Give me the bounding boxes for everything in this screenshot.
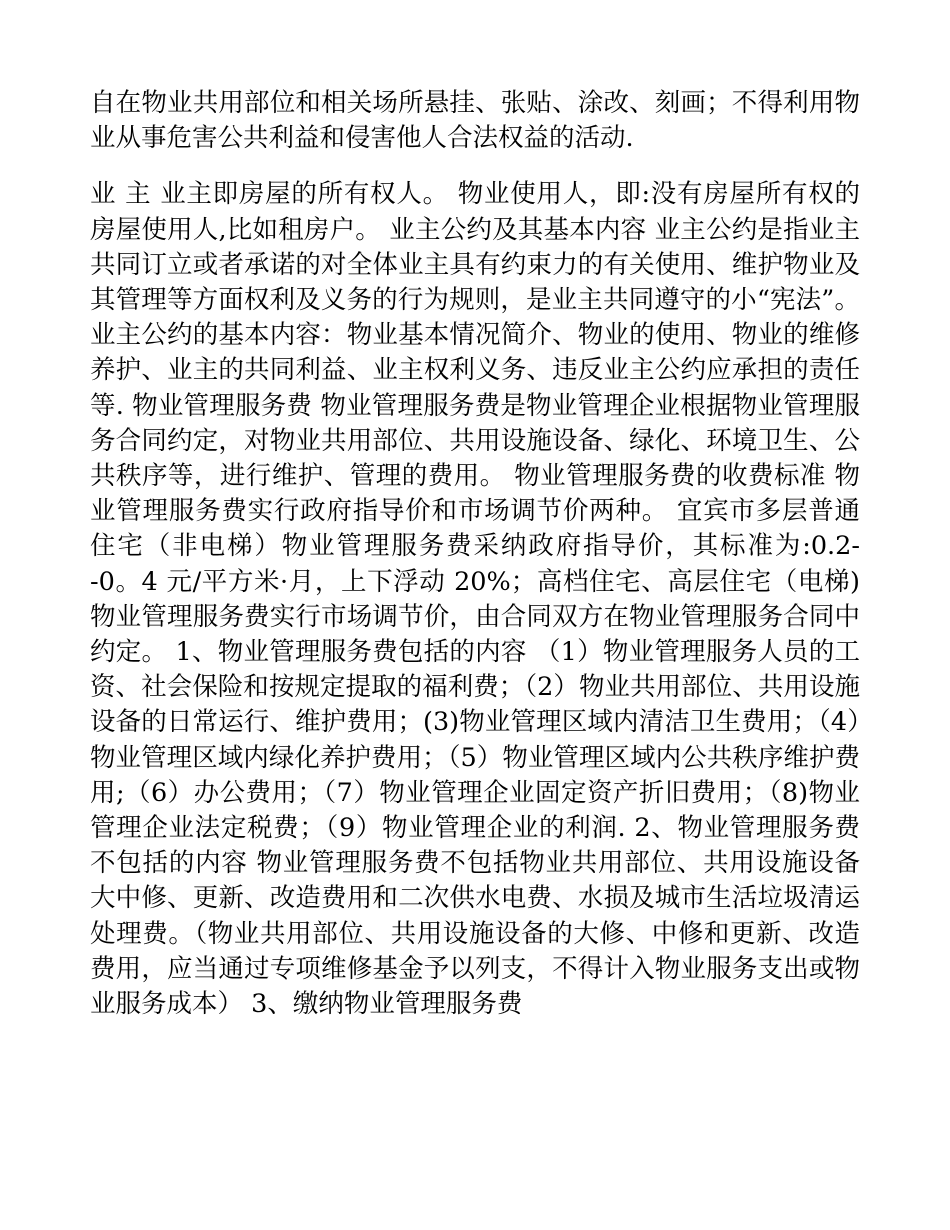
paragraph-2: 业 主 业主即房屋的所有权人。 物业使用人，即:没有房屋所有权的房屋使用人,比如租房户。 业主公约及其基本内容 业主公约是指业主共同订立或者承诺的对全体业主具有约束力的有关使用、维护物业及其管理等方面权利及义务的行为规则，是业主共同遵守的小“宪法”。 业主公约的基本内容：物业基本情况简介、物业的使用、物业的维修养护、业主的共同利益、业主权利义务、违反业主公约应承担的责任等. 物业管理服务费 物业管理服务费是物业管理企业根据物业管理服务合同约定，对物业共用部位、共用设施设备、绿化、环境卫生、公共秩序等，进行维护、管理的费用。 物业管理服务费的收费标准 物业管理服务费实行政府指导价和市场调节价两种。 宜宾市多层普通住宅（非电梯）物业管理服务费采纳政府指导价，其标准为:0.2--0。4 元/平方米·月，上下浮动 20%；高档住宅、高层住宅（电梯)物业管理服务费实行市场调节价，由合同双方在物业管理服务合同中约定。 1、物业管理服务费包括的内容 （1）物业管理服务人员的工资、社会保险和按规定提取的福利费；（2）物业共用部位、共用设施设备的日常运行、维护费用；(3)物业管理区域内清洁卫生费用；（4）物业管理区域内绿化养护费用；（5）物业管理区域内公共秩序维护费用;（6）办公费用；（7）物业管理企业固定资产折旧费用；（8)物业管理企业法定税费；（9）物业管理企业的利润. 2、物业管理服务费不包括的内容 物业管理服务费不包括物业共用部位、共用设施设备大中修、更新、改造费用和二次供水电费、水损及城市生活垃圾清运处理费。（物业共用部位、共用设施设备的大修、中修和更新、改造费用，应当通过专项维修基金予以列支，不得计入物业服务支出或物业服务成本） 3、缴纳物业管理服务费 bbox=[90, 179, 860, 1020]
paragraph-1: 自在物业共用部位和相关场所悬挂、张贴、涂改、刻画；不得利用物业从事危害公共利益和侵害他人合法权益的活动. bbox=[90, 88, 860, 154]
document-body bbox=[90, 86, 860, 1022]
